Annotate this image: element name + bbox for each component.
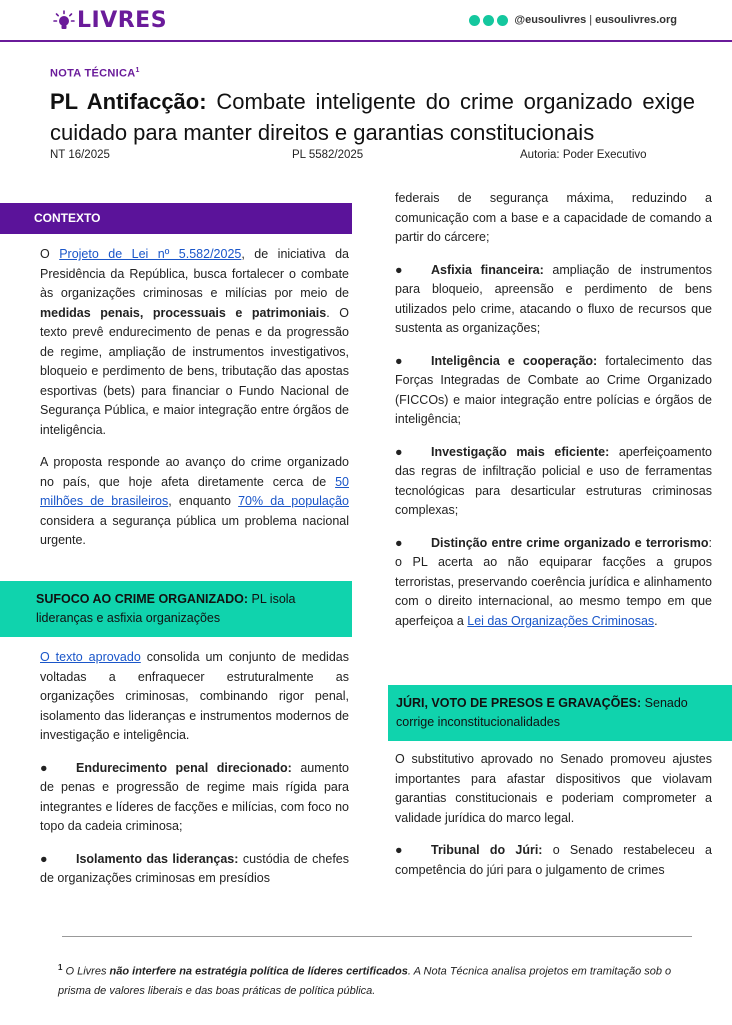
bullet-dot: ● (395, 843, 403, 857)
footnote: $^1$ O Livres não interfere na estratégia política de líderes certificados. A Nota Técnica analisa projetos em tramitação sob o prisma de valores liberais e das boas práticas de política pública. (58, 963, 672, 997)
sufoco-body (40, 648, 349, 889)
substitutivo-paragraph: O substitutivo aprovado no Senado promoveu ajustes importantes para afastar dispositivos que violavam garantias constitucionais e poderiam comprometer a validade jurídica do marco legal. (395, 752, 712, 825)
bullet-dot: ● (40, 760, 48, 775)
title-rest: Combate inteligente do crime organizado exige cuidado para manter direitos e garantias constitucionais (50, 89, 695, 145)
bullet-inteligencia: ● Inteligência e cooperação: fortalecimento das Forças Integradas de Combate ao Crime Organizado (FICCOs) e maior integração entre polícias e órgãos de inteligência; (395, 353, 713, 426)
bullet-tribunal-juri: ● Tribunal do Júri: o Senado restabeleceu a competência do júri para o julgamento de crimes (395, 843, 713, 877)
document-title (50, 86, 695, 148)
lei-organizacoes-link[interactable]: Lei das Organizações Criminosas (467, 613, 655, 628)
title-bold: PL Antifacção: (50, 89, 207, 114)
bullet-dot: ● (395, 353, 403, 368)
contexto-paragraph-2: A proposta responde ao avanço do crime organizado no país, que hoje afeta diretamente cerca de 50 milhões de brasileiros, enquanto 70% da população considera a segurança pública um problema nacional urgente. (40, 455, 349, 547)
nota-footnote-ref[interactable]: 1 (135, 67, 140, 74)
bullet-investigacao: ● Investigação mais eficiente: aperfeiçoamento das regras de infiltração policial e uso de ferramentas tecnológicas para desarticular estruturas criminosas complexas; (395, 444, 712, 517)
contexto-paragraph-1: O Projeto de Lei nº 5.582/2025, de iniciativa da Presidência da República, busca fortalecer o combate às organizações criminosas e milícias por meio de medidas penais, processuais e patrimoniais. O texto prevê endurecimento de penas e da progressão de regime, ampliação de instrumentos investigativos, bloqueio e perdimento de bens, tributação das apostas esportivas (bets) para financiar o Fundo Nacional de Segurança Pública, e maior integração entre órgãos de inteligência. (40, 247, 349, 437)
texto-aprovado-link[interactable]: O texto aprovado (40, 650, 141, 664)
nota-tecnica-label (50, 67, 140, 80)
juri-heading: JÚRI, VOTO DE PRESOS E GRAVAÇÕES: Senado corrige inconstitucionalidades (388, 685, 732, 741)
nota-label-text: NOTA TÉCNICA (50, 67, 136, 80)
logo-text: LIVRES (77, 8, 168, 33)
website-link[interactable]: eusoulivres.org (595, 14, 677, 26)
sufoco-heading: SUFOCO AO CRIME ORGANIZADO: PL isola lideranças e asfixia organizações (0, 581, 352, 637)
lightbulb-icon (53, 10, 75, 32)
sufoco-paragraph: O texto aprovado consolida um conjunto de medidas voltadas a enfraquecer estruturalmente as organizações criminosas, combinando rigor penal, isolamento das lideranças e instrumentos modernos de investigação e inteligência. (40, 650, 349, 742)
pl-number: PL 5582/2025 (292, 149, 364, 161)
facebook-icon[interactable] (483, 15, 494, 26)
bullet-asfixia: ● Asfixia financeira: ampliação de instrumentos para bloqueio, apreensão e perdimento de bens utilizados pelo crime, atacando o fluxo de recursos que sustenta as organizações; (395, 262, 712, 335)
livres-logo[interactable] (53, 8, 167, 33)
contexto-body (40, 245, 349, 551)
bullet-dot: ● (40, 851, 48, 866)
footnote-number: 1 (58, 963, 63, 972)
70-porcento-link[interactable]: 70% da população (238, 494, 349, 508)
right-column-top (395, 189, 712, 631)
social-handle[interactable]: @eusoulivres (514, 14, 587, 26)
projeto-de-lei-link[interactable]: Projeto de Lei nº 5.582/2025 (59, 247, 242, 261)
authorship: Autoria: Poder Executivo (520, 149, 647, 161)
50-milhoes-link[interactable]: 50 milhões de brasileiros (40, 474, 349, 508)
bullet-dot: ● (395, 262, 403, 277)
bullet-distincao: ● Distinção entre crime organizado e terrorismo: o PL acerta ao não equiparar facções a grupos terroristas, preservando coerência jurídica e alinhamento com o direito internacional, ao mesmo tempo em que aperfeiçoa a Lei das Organizações Criminosas. (395, 535, 712, 628)
isolamento-continuation: federais de segurança máxima, reduzindo a comunicação com a base e a capacidade de comando a partir do cárcere; (395, 191, 712, 244)
bullet-isolamento: ● Isolamento das lideranças: custódia de chefes de organizações criminosas em presídios (40, 851, 349, 885)
nt-number: NT 16/2025 (50, 149, 110, 161)
contexto-heading: CONTEXTO (0, 203, 352, 234)
social-links (469, 14, 677, 26)
header-separator: | (589, 14, 593, 26)
right-column-bottom (395, 750, 712, 880)
footnote-divider (62, 936, 692, 937)
twitter-icon[interactable] (497, 15, 508, 26)
bullet-endurecimento: ● Endurecimento penal direcionado: aumento de penas e progressão de regime mais rígida para integrantes e líderes de facções e milícias, com foco no topo da cadeia criminosa; (40, 760, 349, 833)
bullet-dot: ● (395, 444, 403, 459)
bullet-dot: ● (395, 535, 403, 550)
instagram-icon[interactable] (469, 15, 480, 26)
